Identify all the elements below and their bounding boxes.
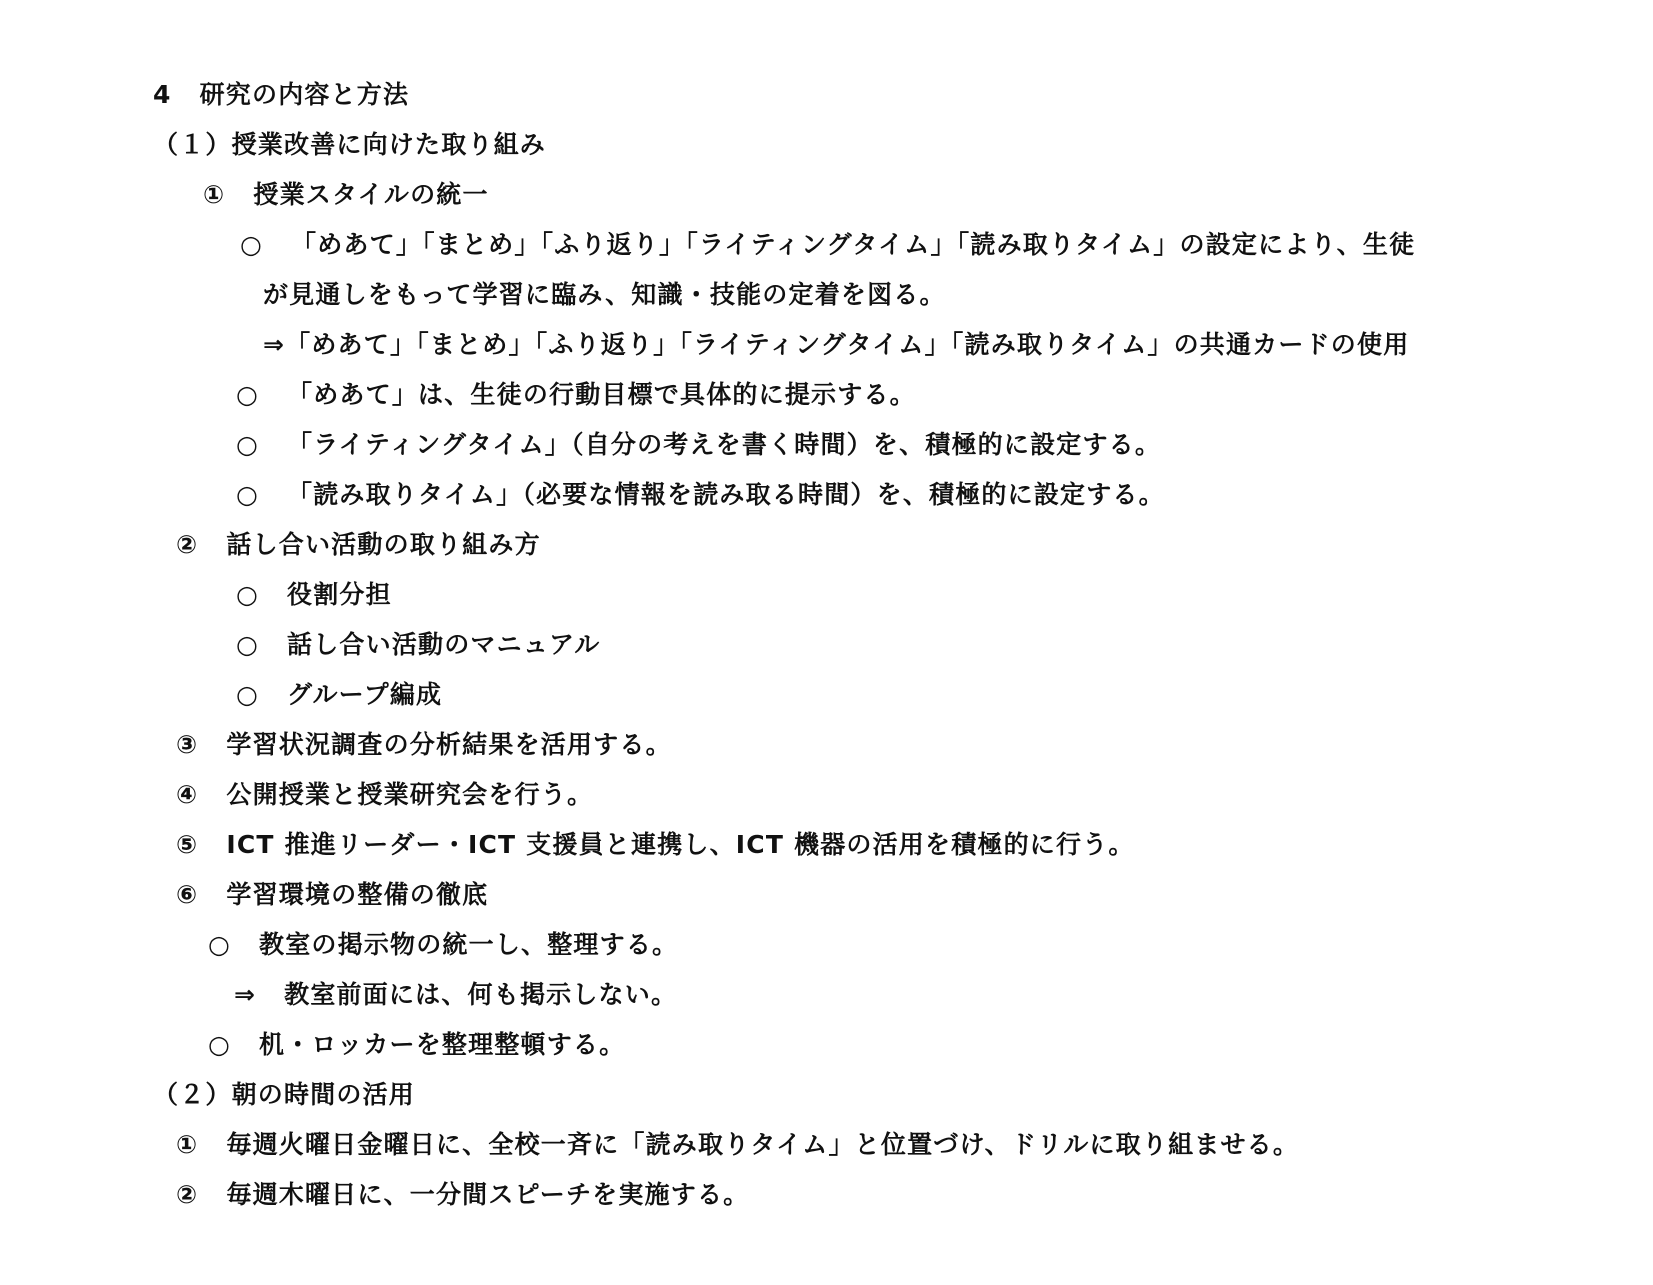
- bullet-arrow-line: [234, 978, 677, 1012]
- bullet-marker: ○: [208, 930, 232, 959]
- part2-heading: [153, 1078, 415, 1112]
- bullet-line: [240, 228, 1415, 262]
- bullet-line: [208, 1028, 625, 1062]
- part1-label: （１）: [153, 130, 232, 159]
- bullet-text: 教室の掲示物の統一し、整理する。: [259, 930, 679, 959]
- part2-item1: [176, 1128, 1299, 1162]
- bullet-line: [236, 478, 1165, 512]
- section-heading: [153, 78, 409, 112]
- part2-label: （２）: [153, 1080, 232, 1109]
- bullet-line: [236, 378, 916, 412]
- part1-item3: [176, 728, 672, 762]
- item-text: 毎週火曜日金曜日に、全校一斉に「読み取りタイム」と位置づけ、ドリルに取り組ませる。: [226, 1130, 1300, 1159]
- part2-title: 朝の時間の活用: [231, 1080, 416, 1109]
- item-marker: ①: [176, 1130, 199, 1159]
- item-marker: ④: [176, 780, 199, 809]
- part1-item5: [176, 828, 1135, 862]
- bullet-text: 話し合い活動のマニュアル: [287, 630, 601, 659]
- bullet-marker: ○: [236, 680, 260, 709]
- bullet-marker: ○: [236, 480, 260, 509]
- part1-heading: [153, 128, 546, 162]
- bullet-text: が見通しをもって学習に臨み、知識・技能の定着を図る。: [263, 280, 946, 309]
- bullet-marker: ○: [236, 380, 260, 409]
- bullet-arrow-line: [263, 328, 1409, 362]
- bullet-marker: ○: [236, 580, 260, 609]
- bullet-line: [208, 928, 678, 962]
- item-title: 話し合い活動の取り組み方: [226, 530, 541, 559]
- item-text: 公開授業と授業研究会を行う。: [226, 780, 594, 809]
- item-marker: ③: [176, 730, 199, 759]
- item-title: 授業スタイルの統一: [253, 180, 489, 209]
- item-marker: ②: [176, 1180, 199, 1209]
- item-marker: ⑥: [176, 880, 199, 909]
- bullet-marker: ○: [208, 1030, 232, 1059]
- bullet-marker: ○: [236, 630, 260, 659]
- part1-item6-heading: [176, 878, 488, 912]
- bullet-text: 「めあて」は、生徒の行動目標で具体的に提示する。: [287, 380, 916, 409]
- part1-item2-heading: [176, 528, 541, 562]
- bullet-text: グループ編成: [287, 680, 443, 709]
- arrow-marker: ⇒: [234, 980, 257, 1009]
- bullet-text: 「読み取りタイム」（必要な情報を読み取る時間）を、積極的に設定する。: [287, 480, 1165, 509]
- part1-title: 授業改善に向けた取り組み: [231, 130, 547, 159]
- bullet-text: 「ライティングタイム」（自分の考えを書く時間）を、積極的に設定する。: [287, 430, 1162, 459]
- item-text: 毎週木曜日に、一分間スピーチを実施する。: [226, 1180, 750, 1209]
- part1-item4: [176, 778, 593, 812]
- item-text: ICT 推進リーダー・ICT 支援員と連携し、ICT 機器の活用を積極的に行う。: [226, 830, 1135, 859]
- arrow-text: ⇒「めあて」「まとめ」「ふり返り」「ライティングタイム」「読み取りタイム」の共通カードの使用: [263, 330, 1410, 359]
- bullet-marker: ○: [240, 230, 264, 259]
- bullet-continuation: [263, 278, 946, 312]
- part2-item2: [176, 1178, 749, 1212]
- part1-item1-heading: [203, 178, 489, 212]
- list-item: [236, 678, 442, 712]
- item-title: 学習環境の整備の徹底: [226, 880, 489, 909]
- item-marker: ⑤: [176, 830, 199, 859]
- item-text: 学習状況調査の分析結果を活用する。: [226, 730, 672, 759]
- section-title: 研究の内容と方法: [199, 80, 410, 109]
- list-item: [236, 578, 392, 612]
- bullet-text: 「めあて」「まとめ」「ふり返り」「ライティングタイム」「読み取りタイム」の設定により、生徒: [291, 230, 1416, 259]
- arrow-text: 教室前面には、何も掲示しない。: [284, 980, 678, 1009]
- bullet-text: 机・ロッカーを整理整頓する。: [259, 1030, 626, 1059]
- list-item: [236, 628, 600, 662]
- bullet-line: [236, 428, 1161, 462]
- section-number: 4: [153, 80, 172, 109]
- bullet-marker: ○: [236, 430, 260, 459]
- bullet-text: 役割分担: [287, 580, 392, 609]
- item-marker: ②: [176, 530, 199, 559]
- item-marker: ①: [203, 180, 226, 209]
